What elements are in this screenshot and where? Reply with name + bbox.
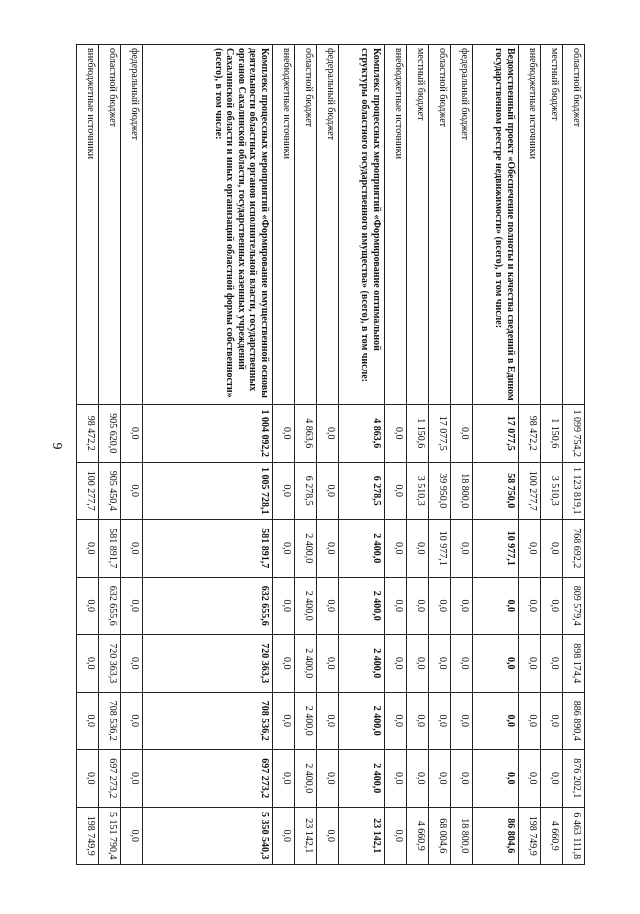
value-cell: 2 400,0	[339, 577, 385, 635]
value-cell: 0,0	[473, 635, 519, 693]
row-label: внебюджетные источники	[273, 45, 295, 405]
budget-table-body	[77, 45, 585, 865]
value-cell: 0,0	[317, 520, 339, 578]
value-cell: 17 077,5	[473, 405, 519, 463]
row-label: областной бюджет	[295, 45, 317, 405]
row-label: внебюджетные источники	[519, 45, 541, 405]
value-cell: 1 099 754,2	[563, 405, 585, 463]
table-row	[317, 45, 339, 865]
value-cell: 0,0	[273, 635, 295, 693]
value-cell: 0,0	[429, 692, 451, 750]
value-cell: 23 142,1	[295, 807, 317, 865]
value-cell: 68 004,6	[429, 807, 451, 865]
value-cell: 0,0	[385, 750, 407, 808]
value-cell: 0,0	[519, 577, 541, 635]
table-row	[473, 45, 519, 865]
table-row	[541, 45, 563, 865]
value-cell: 1 123 819,1	[563, 462, 585, 520]
table-row	[77, 45, 99, 865]
value-cell: 0,0	[121, 462, 143, 520]
page-number: 9	[49, 442, 64, 450]
row-label: внебюджетные источники	[385, 45, 407, 405]
value-cell: 4 863,6	[339, 405, 385, 463]
value-cell: 0,0	[519, 750, 541, 808]
value-cell: 0,0	[317, 405, 339, 463]
table-row	[339, 45, 385, 865]
value-cell: 0,0	[407, 520, 429, 578]
value-cell: 0,0	[385, 520, 407, 578]
value-cell: 0,0	[473, 577, 519, 635]
value-cell: 198 749,9	[519, 807, 541, 865]
value-cell: 0,0	[541, 635, 563, 693]
value-cell: 708 536,2	[143, 692, 273, 750]
value-cell: 86 804,6	[473, 807, 519, 865]
value-cell: 1 005 728,1	[143, 462, 273, 520]
value-cell: 2 400,0	[295, 750, 317, 808]
row-label: внебюджетные источники	[77, 45, 99, 405]
table-row	[385, 45, 407, 865]
table-row	[273, 45, 295, 865]
value-cell: 5 350 540,3	[143, 807, 273, 865]
row-label: федеральный бюджет	[317, 45, 339, 405]
value-cell: 0,0	[451, 635, 473, 693]
row-label: областной бюджет	[563, 45, 585, 405]
value-cell: 0,0	[273, 462, 295, 520]
value-cell: 2 400,0	[295, 577, 317, 635]
value-cell: 0,0	[451, 692, 473, 750]
value-cell: 98 472,2	[77, 405, 99, 463]
value-cell: 905 450,4	[99, 462, 121, 520]
value-cell: 0,0	[273, 807, 295, 865]
value-cell: 4 660,9	[407, 807, 429, 865]
value-cell: 905 620,0	[99, 405, 121, 463]
value-cell: 0,0	[429, 750, 451, 808]
value-cell: 23 142,1	[339, 807, 385, 865]
value-cell: 1 150,6	[541, 405, 563, 463]
value-cell: 697 273,2	[99, 750, 121, 808]
value-cell: 0,0	[77, 635, 99, 693]
table-row	[429, 45, 451, 865]
value-cell: 58 750,0	[473, 462, 519, 520]
table-row	[99, 45, 121, 865]
value-cell: 10 977,1	[429, 520, 451, 578]
value-cell: 198 749,9	[77, 807, 99, 865]
value-cell: 0,0	[451, 520, 473, 578]
value-cell: 0,0	[451, 405, 473, 463]
value-cell: 0,0	[429, 577, 451, 635]
value-cell: 0,0	[273, 750, 295, 808]
value-cell: 0,0	[519, 520, 541, 578]
value-cell: 581 891,7	[99, 520, 121, 578]
value-cell: 39 950,0	[429, 462, 451, 520]
row-label: Комплекс процессных мероприятий «Формирование оптимальной структуры областного государственного имущества» (всего), в том числе:	[339, 45, 385, 405]
value-cell: 0,0	[541, 692, 563, 750]
row-label: местный бюджет	[407, 45, 429, 405]
value-cell: 98 472,2	[519, 405, 541, 463]
table-row	[295, 45, 317, 865]
value-cell: 2 400,0	[339, 750, 385, 808]
value-cell: 0,0	[273, 520, 295, 578]
value-cell: 0,0	[451, 750, 473, 808]
value-cell: 100 277,7	[77, 462, 99, 520]
value-cell: 2 400,0	[339, 520, 385, 578]
value-cell: 898 174,4	[563, 635, 585, 693]
value-cell: 2 400,0	[295, 692, 317, 750]
value-cell: 18 800,0	[451, 807, 473, 865]
value-cell: 6 278,5	[295, 462, 317, 520]
value-cell: 0,0	[317, 462, 339, 520]
value-cell: 0,0	[77, 520, 99, 578]
value-cell: 6 463 111,8	[563, 807, 585, 865]
value-cell: 876 202,1	[563, 750, 585, 808]
table-row	[451, 45, 473, 865]
value-cell: 2 400,0	[339, 692, 385, 750]
value-cell: 10 977,1	[473, 520, 519, 578]
value-cell: 0,0	[473, 692, 519, 750]
value-cell: 2 400,0	[295, 635, 317, 693]
value-cell: 3 510,3	[407, 462, 429, 520]
value-cell: 886 890,4	[563, 692, 585, 750]
value-cell: 1 004 092,2	[143, 405, 273, 463]
value-cell: 632 655,6	[99, 577, 121, 635]
table-row	[563, 45, 585, 865]
row-label: местный бюджет	[541, 45, 563, 405]
value-cell: 0,0	[385, 577, 407, 635]
value-cell: 0,0	[407, 750, 429, 808]
value-cell: 768 692,2	[563, 520, 585, 578]
row-label: областной бюджет	[429, 45, 451, 405]
value-cell: 0,0	[473, 750, 519, 808]
value-cell: 0,0	[541, 577, 563, 635]
value-cell: 0,0	[541, 520, 563, 578]
value-cell: 0,0	[317, 692, 339, 750]
value-cell: 4 863,6	[295, 405, 317, 463]
value-cell: 0,0	[121, 405, 143, 463]
table-row	[143, 45, 273, 865]
row-label: федеральный бюджет	[121, 45, 143, 405]
value-cell: 0,0	[385, 462, 407, 520]
value-cell: 2 400,0	[339, 635, 385, 693]
value-cell: 581 891,7	[143, 520, 273, 578]
value-cell: 0,0	[317, 750, 339, 808]
value-cell: 0,0	[273, 692, 295, 750]
value-cell: 632 655,6	[143, 577, 273, 635]
value-cell: 18 800,0	[451, 462, 473, 520]
value-cell: 0,0	[385, 692, 407, 750]
value-cell: 0,0	[273, 577, 295, 635]
budget-table	[76, 44, 585, 865]
table-row	[407, 45, 429, 865]
row-label: федеральный бюджет	[451, 45, 473, 405]
value-cell: 708 536,2	[99, 692, 121, 750]
value-cell: 720 363,3	[99, 635, 121, 693]
budget-table-container	[85, 44, 585, 864]
value-cell: 0,0	[385, 405, 407, 463]
value-cell: 0,0	[77, 692, 99, 750]
value-cell: 0,0	[77, 750, 99, 808]
value-cell: 0,0	[519, 635, 541, 693]
value-cell: 0,0	[519, 692, 541, 750]
value-cell: 0,0	[541, 750, 563, 808]
value-cell: 100 277,7	[519, 462, 541, 520]
row-label: Комплекс процессных мероприятий «Формирование имущественной основы деятельности областных органов исполнительной власти, государственных органов Сахалинской области, государственных казенных учреждений Сахалинской области и иных организаций областной формы собственности» (всего), в том числе:	[143, 45, 273, 405]
value-cell: 809 579,4	[563, 577, 585, 635]
value-cell: 0,0	[407, 692, 429, 750]
value-cell: 0,0	[121, 692, 143, 750]
value-cell: 6 278,5	[339, 462, 385, 520]
value-cell: 0,0	[407, 577, 429, 635]
value-cell: 0,0	[121, 520, 143, 578]
value-cell: 697 273,2	[143, 750, 273, 808]
row-label: Ведомственный проект «Обеспечение полноты и качества сведений в Едином государственном реестре недвижимости» (всего), в том числе:	[473, 45, 519, 405]
value-cell: 720 363,3	[143, 635, 273, 693]
value-cell: 4 660,9	[541, 807, 563, 865]
value-cell: 0,0	[317, 635, 339, 693]
value-cell: 2 400,0	[295, 520, 317, 578]
table-row	[519, 45, 541, 865]
value-cell: 0,0	[407, 635, 429, 693]
value-cell: 0,0	[121, 750, 143, 808]
value-cell: 0,0	[317, 577, 339, 635]
value-cell: 0,0	[317, 807, 339, 865]
value-cell: 0,0	[121, 807, 143, 865]
value-cell: 0,0	[385, 635, 407, 693]
value-cell: 0,0	[429, 635, 451, 693]
value-cell: 0,0	[121, 577, 143, 635]
value-cell: 1 150,6	[407, 405, 429, 463]
value-cell: 0,0	[77, 577, 99, 635]
value-cell: 0,0	[451, 577, 473, 635]
value-cell: 17 077,5	[429, 405, 451, 463]
table-row	[121, 45, 143, 865]
value-cell: 0,0	[121, 635, 143, 693]
value-cell: 0,0	[273, 405, 295, 463]
value-cell: 3 510,3	[541, 462, 563, 520]
row-label: областной бюджет	[99, 45, 121, 405]
value-cell: 0,0	[385, 807, 407, 865]
value-cell: 5 151 790,4	[99, 807, 121, 865]
